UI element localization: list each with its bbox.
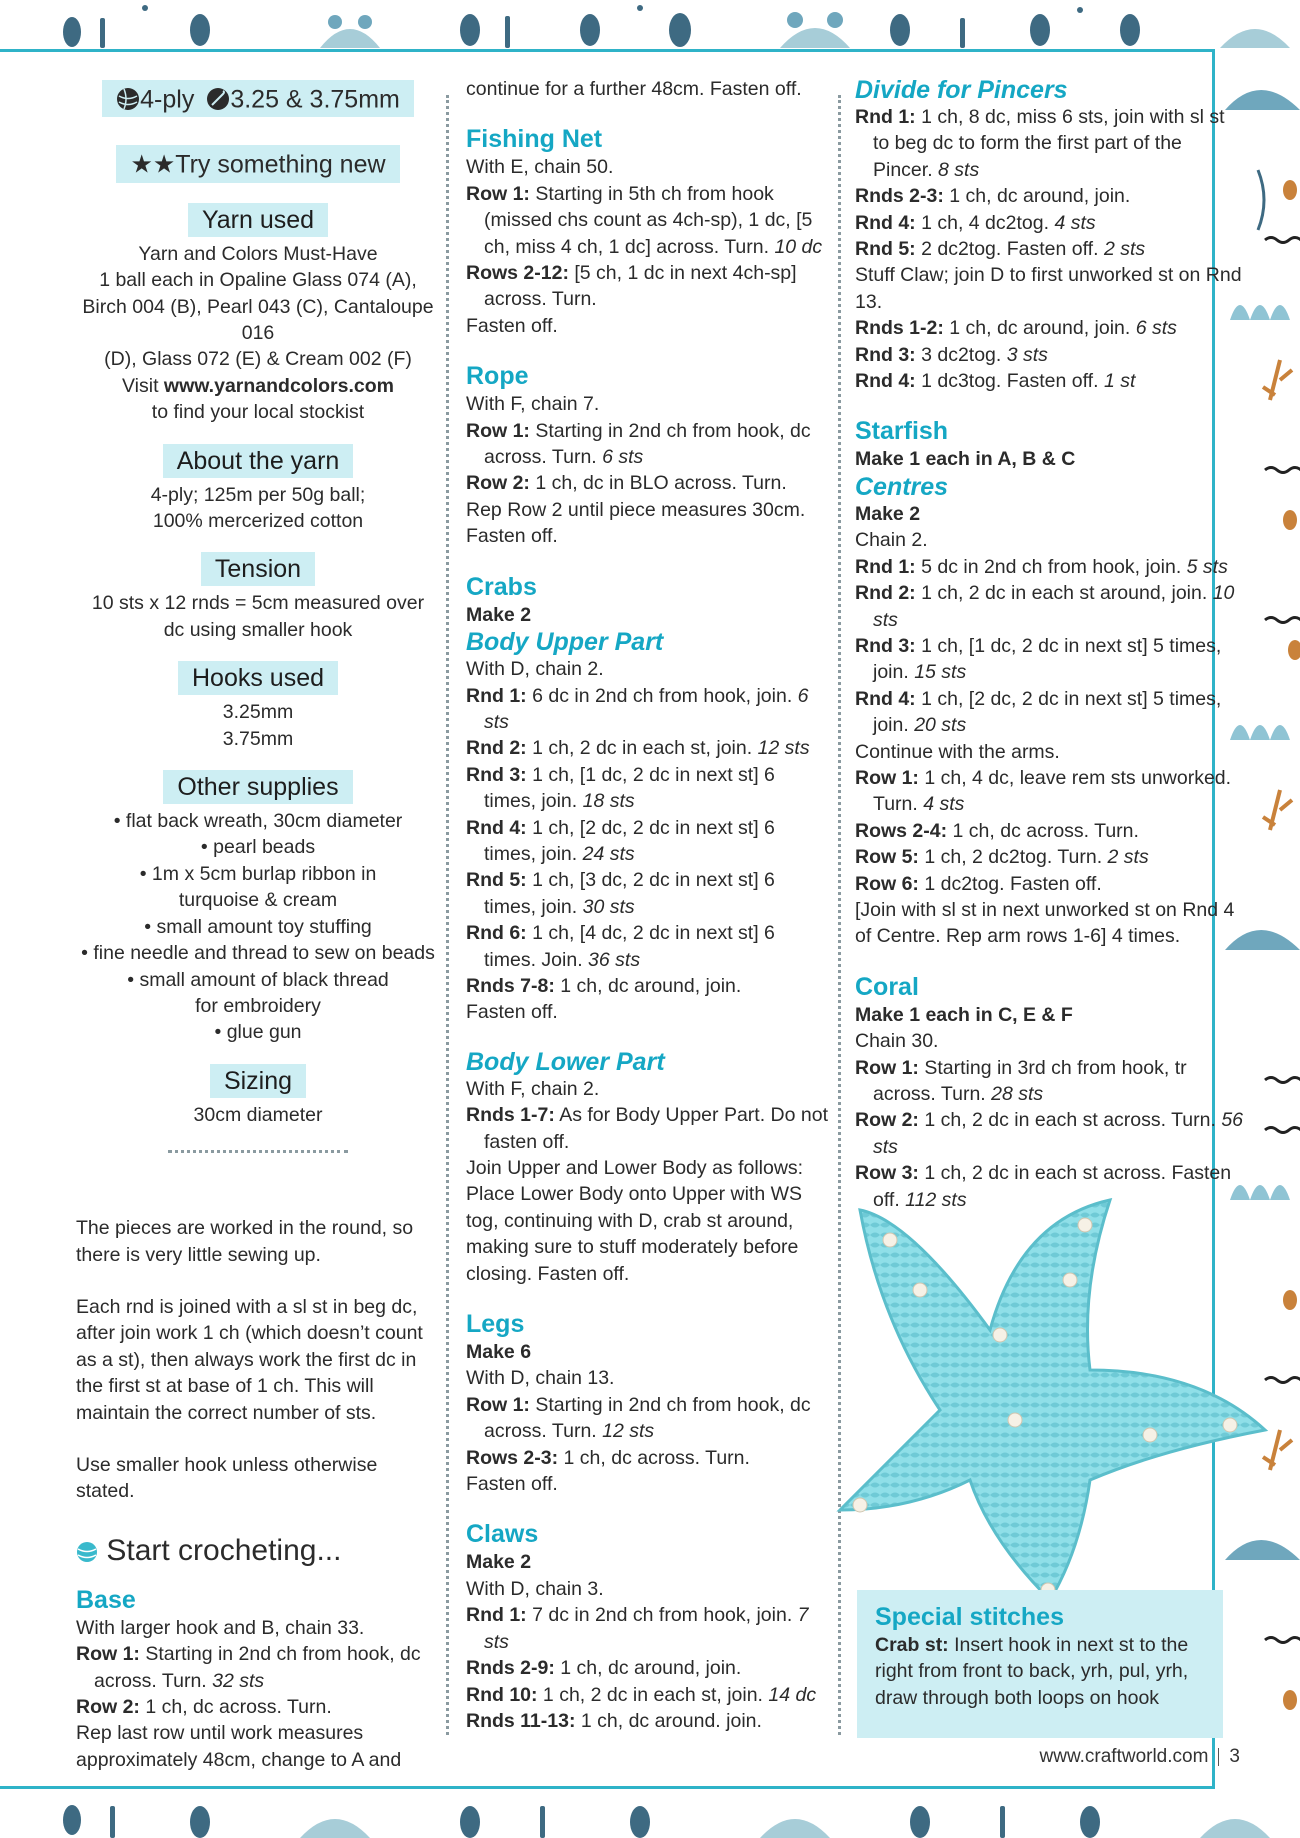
make-count: Make 1 each in C, E & F (855, 1003, 1073, 1026)
supply-item: • flat back wreath, 30cm diameter (113, 810, 403, 833)
body-lower-title: Body Lower Part (466, 1047, 665, 1076)
info-line: 1 ball each in Opaline Glass 074 (A), (99, 269, 417, 292)
note-paragraph: Use smaller hook unless otherwise stated. (76, 1453, 378, 1503)
sizing-section (76, 1064, 440, 1128)
instruction-text: [Join with sl st in next unworked st on Rnd 4 of Centre. Rep arm rows 1-6] 4 times. (855, 898, 1235, 948)
column-2 (466, 76, 831, 1734)
instruction-text: With larger hook and B, chain 33. (76, 1616, 365, 1639)
instruction-text: Continue with the arms. (855, 740, 1060, 763)
instruction-row: Rnd 4: 1 ch, [2 dc, 2 dc in next st] 6 times, join. 24 sts (466, 816, 775, 865)
yarn-website-link[interactable]: www.yarnandcolors.com (163, 374, 394, 397)
supply-item: • pearl beads (200, 836, 316, 859)
pincers-title: Divide for Pincers (855, 76, 1068, 104)
instruction-row: Rnd 5: 1 ch, [3 dc, 2 dc in next st] 6 times, join. 30 sts (466, 869, 775, 918)
instruction-text: Chain 2. (855, 529, 928, 552)
dotted-divider (168, 1150, 348, 1153)
visit-prefix: Visit (122, 374, 164, 397)
instruction-row: Rnds 2-3: 1 ch, dc around, join. (855, 185, 1131, 208)
make-count: Make 2 (855, 502, 921, 525)
supply-item: • fine needle and thread to sew on beads (81, 942, 435, 965)
note-paragraph: Each rnd is joined with a sl st in beg dc, after join work 1 ch (which doesn’t count as a st), then always work the first dc in the first st at base of 1 ch. This will maintain the correct number of sts. (76, 1295, 423, 1424)
instruction-text: Fasten off. (466, 314, 558, 337)
column-3 (855, 76, 1245, 1213)
info-line: Yarn and Colors Must-Have (138, 242, 378, 265)
hooks-used-title: Hooks used (178, 661, 338, 695)
special-stitches-title: Special stitches (875, 1603, 1064, 1631)
instruction-row: Row 1: Starting in 2nd ch from hook, dc across. Turn. 32 sts (76, 1643, 421, 1692)
instruction-row: Rnd 4: 1 ch, 4 dc2tog. 4 sts (855, 211, 1096, 234)
base-section (76, 1585, 440, 1773)
yarn-ball-icon (116, 87, 140, 111)
instruction-text: continue for a further 48cm. Fasten off. (466, 78, 802, 100)
visit-line (76, 373, 440, 399)
other-supplies-section (76, 770, 440, 1046)
instruction-row: Rnd 3: 3 dc2tog. 3 sts (855, 343, 1048, 366)
instruction-text: Rep last row until work measures approximately 48cm, change to A and (76, 1722, 402, 1771)
instruction-row: Rnd 4: 1 dc3tog. Fasten off. 1 st (855, 370, 1136, 393)
coral-section (855, 972, 1245, 1213)
column-divider-1 (446, 95, 449, 1735)
page-footer (1040, 1746, 1241, 1768)
footer-separator (1218, 1748, 1219, 1766)
instruction-row: Row 1: 1 ch, 4 dc, leave rem sts unworked. Turn. 4 sts (855, 766, 1232, 816)
supply-item: • small amount of black thread (127, 968, 389, 991)
instruction-row: Row 1: Starting in 2nd ch from hook, dc across. Turn. 12 sts (466, 1393, 811, 1443)
instruction-row: Rnd 10: 1 ch, 2 dc in each st, join. 14 dc (466, 1683, 817, 1706)
instruction-row: Rnds 7-8: 1 ch, dc around, join. (466, 974, 742, 997)
bottom-border-pattern (63, 1805, 1270, 1838)
yarn-used-title: Yarn used (188, 203, 328, 237)
info-line: 4-ply; 125m per 50g ball; (150, 483, 366, 506)
instruction-row: Row 1: Starting in 5th ch from hook (missed chs count as 4ch-sp), 1 dc, [5 ch, miss 4 ch, 1 dc] across. Turn. 10 dc (466, 182, 823, 258)
column-1 (76, 76, 440, 1773)
instruction-row: Row 5: 1 ch, 2 dc2tog. Turn. 2 sts (855, 846, 1149, 869)
instruction-text: Fasten off. (466, 1001, 558, 1024)
instruction-text: With F, chain 7. (466, 393, 600, 416)
instruction-row: Rows 2-12: [5 ch, 1 dc in next 4ch-sp] across. Turn. (466, 262, 797, 311)
instruction-text: With D, chain 2. (466, 658, 604, 681)
info-line: Birch 004 (B), Pearl 043 (C), Cantaloupe 016 (82, 295, 434, 344)
notes (76, 1215, 440, 1505)
instruction-row: Rnds 2-9: 1 ch, dc around, join. (466, 1657, 742, 1680)
supply-item: turquoise & cream (178, 889, 338, 912)
instruction-text: With E, chain 50. (466, 156, 614, 179)
special-stitch-def: Crab st: Insert hook in next st to the right from front to back, yrh, pul, yrh, draw through both loops on hook (875, 1634, 1189, 1709)
instruction-text: Stuff Claw; join D to first unworked st on Rnd 13. (855, 264, 1242, 313)
info-line: 3.75mm (222, 727, 294, 750)
info-line: to find your local stockist (151, 401, 365, 424)
instruction-row: Rows 2-3: 1 ch, dc across. Turn. (466, 1446, 750, 1469)
tension-section (76, 552, 440, 643)
claws-section (466, 1519, 831, 1734)
special-stitches-box (857, 1590, 1223, 1738)
instruction-row: Row 1: Starting in 3rd ch from hook, tr across. Turn. 28 sts (855, 1056, 1187, 1105)
legs-title: Legs (466, 1310, 525, 1339)
info-line: 3.25mm (222, 701, 294, 724)
top-border-pattern (63, 5, 1290, 48)
base-title: Base (76, 1585, 136, 1614)
body-upper-title: Body Upper Part (466, 628, 664, 657)
hooks-used-section (76, 661, 440, 752)
about-yarn-title: About the yarn (163, 444, 354, 478)
instruction-row: Rnd 3: 1 ch, [1 dc, 2 dc in next st] 6 times, join. 18 sts (466, 763, 775, 813)
make-count: Make 1 each in A, B & C (855, 448, 1076, 471)
crochet-starfish-photo (820, 1180, 1270, 1640)
yarn-ball-icon (76, 1541, 98, 1563)
instruction-row: Row 2: 1 ch, dc across. Turn. (76, 1696, 332, 1718)
instruction-row: Rnd 2: 1 ch, 2 dc in each st around, join. 10 sts (855, 582, 1235, 631)
start-heading-text: Start crocheting... (106, 1533, 342, 1567)
about-yarn-section (76, 444, 440, 535)
crabs-title: Crabs (466, 572, 537, 601)
instruction-row: Rnds 1-7: As for Body Upper Part. Do not fasten off. (466, 1104, 828, 1153)
fishing-net-title: Fishing Net (466, 125, 603, 154)
crabs-section (466, 572, 831, 1287)
rope-section (466, 361, 831, 549)
sizing-title: Sizing (210, 1064, 306, 1098)
instruction-row: Rnd 6: 1 ch, [4 dc, 2 dc in next st] 6 times. Join. 36 sts (466, 922, 775, 971)
pincers-section (855, 76, 1245, 394)
instruction-row: Rnds 1-2: 1 ch, dc around, join. 6 sts (855, 317, 1177, 340)
instruction-text: With F, chain 2. (466, 1077, 600, 1100)
coral-title: Coral (855, 972, 919, 1001)
instruction-row: Row 1: Starting in 2nd ch from hook, dc across. Turn. 6 sts (466, 419, 811, 469)
instruction-row: Rnd 2: 1 ch, 2 dc in each st, join. 12 sts (466, 737, 810, 760)
note-paragraph: The pieces are worked in the round, so there is very little sewing up. (76, 1217, 414, 1266)
instruction-row: Rnd 1: 1 ch, 8 dc, miss 6 sts, join with sl st to beg dc to form the first part of the Pincer. 8 sts (855, 106, 1225, 181)
instruction-row: Rnd 3: 1 ch, [1 dc, 2 dc in next st] 5 times, join. 15 sts (855, 634, 1222, 684)
legs-section (466, 1309, 831, 1497)
instruction-text: With D, chain 3. (466, 1577, 604, 1600)
instruction-row: Row 6: 1 dc2tog. Fasten off. (855, 872, 1102, 895)
instruction-row: Rnds 11-13: 1 ch, dc around. join. (466, 1709, 762, 1732)
claws-title: Claws (466, 1520, 539, 1549)
info-line: 10 sts x 12 rnds = 5cm measured over (91, 592, 425, 615)
instruction-row: Rows 2-4: 1 ch, dc across. Turn. (855, 819, 1139, 842)
instruction-row: Row 2: 1 ch, 2 dc in each st across. Turn. 56 sts (855, 1109, 1244, 1158)
difficulty-bar (116, 145, 399, 182)
fishing-net-section (466, 124, 831, 339)
instruction-text: Chain 30. (855, 1030, 939, 1053)
instruction-text: Rep Row 2 until piece measures 30cm. Fasten off. (466, 498, 806, 548)
centres-title: Centres (855, 472, 949, 501)
other-supplies-title: Other supplies (163, 770, 352, 804)
supply-item: • small amount toy stuffing (144, 915, 372, 938)
hook-icon (206, 87, 230, 111)
make-count: Make 6 (466, 1341, 532, 1364)
spec-bar (102, 80, 414, 117)
make-count: Make 2 (466, 1551, 532, 1574)
instruction-row: Rnd 1: 5 dc in 2nd ch from hook, join. 5 sts (855, 555, 1228, 578)
instruction-row: Rnd 5: 2 dc2tog. Fasten off. 2 sts (855, 238, 1146, 261)
info-line: 30cm diameter (193, 1103, 323, 1126)
instruction-text: Fasten off. (466, 1473, 558, 1496)
instruction-row: Row 3: 1 ch, 2 dc in each st across. Fasten off. 112 sts (855, 1162, 1232, 1211)
instruction-text: With D, chain 13. (466, 1367, 615, 1390)
instruction-text: Join Upper and Lower Body as follows: Place Lower Body onto Upper with WS tog, continuing with D, crab st around, making sure to stuff moderately before closing. Fasten off. (466, 1157, 804, 1285)
page-number: 3 (1229, 1746, 1240, 1767)
instruction-row: Rnd 1: 6 dc in 2nd ch from hook, join. 6 sts (466, 684, 809, 733)
starfish-section (855, 416, 1245, 949)
rope-title: Rope (466, 362, 529, 391)
supply-item: • glue gun (214, 1021, 302, 1044)
info-line: 100% mercerized cotton (152, 510, 364, 533)
instruction-row: Rnd 1: 7 dc in 2nd ch from hook, join. 7 sts (466, 1604, 809, 1653)
ply-value: 4-ply (140, 85, 195, 114)
instruction-row: Row 2: 1 ch, dc in BLO across. Turn. (466, 472, 787, 495)
info-line: dc using smaller hook (163, 618, 353, 641)
yarn-used-section (76, 203, 440, 426)
hook-sizes: 3.25 & 3.75mm (230, 85, 400, 114)
start-heading (76, 1531, 440, 1571)
tension-title: Tension (201, 552, 315, 586)
make-count: Make 2 (466, 603, 532, 626)
instruction-row: Rnd 4: 1 ch, [2 dc, 2 dc in next st] 5 times, join. 20 sts (855, 687, 1222, 737)
info-line: (D), Glass 072 (E) & Cream 002 (F) (104, 348, 412, 371)
difficulty-label: Try something new (175, 150, 386, 179)
difficulty-stars: ★★ (130, 150, 176, 179)
supply-item: for embroidery (195, 994, 321, 1017)
starfish-title: Starfish (855, 417, 949, 446)
supply-item: • 1m x 5cm burlap ribbon in (139, 862, 377, 885)
footer-url[interactable]: www.craftworld.com (1039, 1746, 1209, 1767)
